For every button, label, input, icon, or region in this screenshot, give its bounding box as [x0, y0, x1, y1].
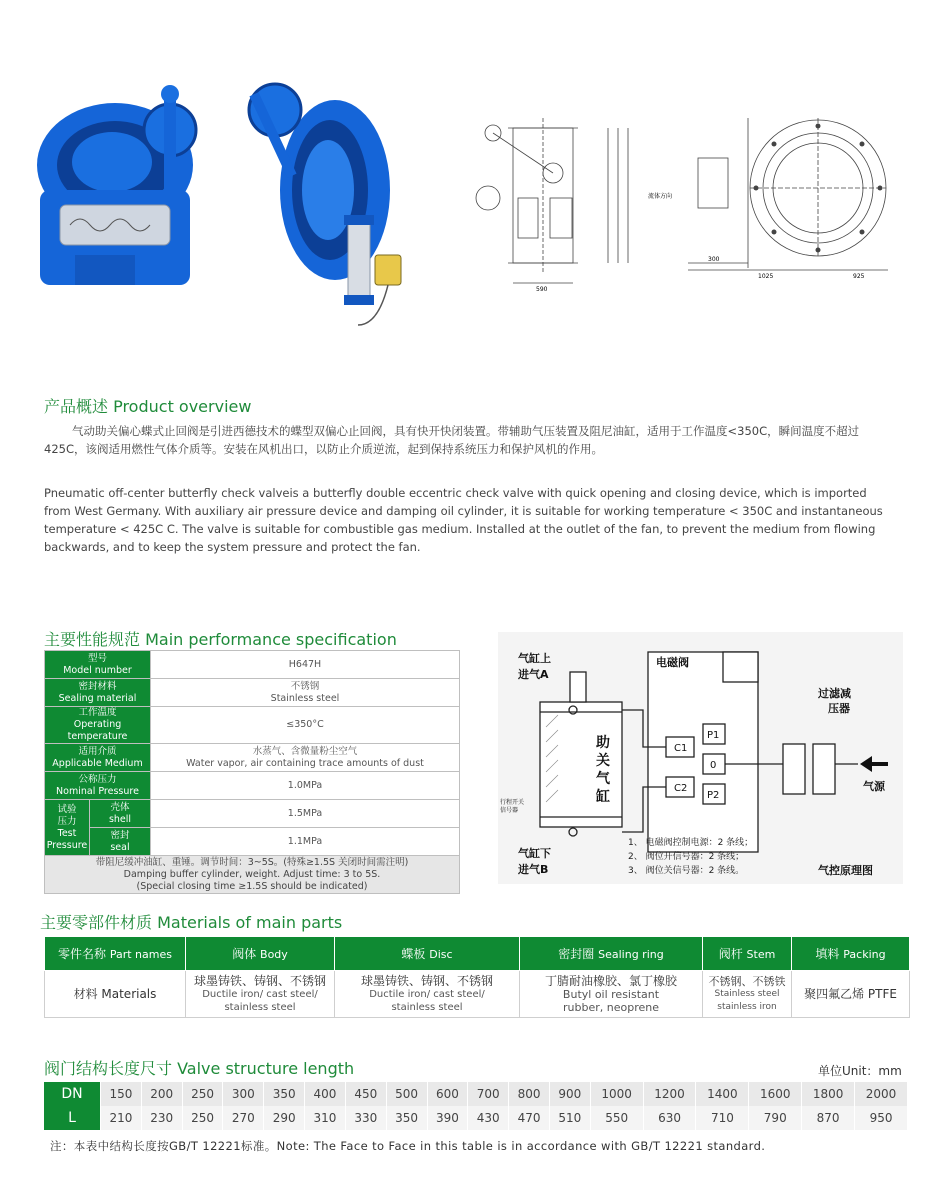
l-value: 230 [141, 1106, 182, 1130]
spec-label-test-pressure: 试验 压力 Test Pressure [45, 800, 90, 856]
dn-row [44, 1082, 908, 1106]
l-value: 350 [386, 1106, 427, 1130]
mat-header-part: 零件名称 Part names [45, 937, 186, 971]
dn-value: 450 [345, 1082, 386, 1106]
signal-label: 信号器 [500, 807, 519, 814]
overview-en-text: Pneumatic off-center butterfly check valveis a butterfly double eccentric check valve with quick opening and closing device, which is imported from West Germany. With auxiliary air pressure device and damping oil cylinder, it is suitable for working temperature < 350C and instantaneous temperature < 425C C. The valve is suitable for combustible gas medium. Installed at the outlet of the fan, to prevent the medium from flowing backwards, and to keep the system pressure and protect the fan. [44, 486, 883, 554]
spec-row [45, 828, 460, 856]
spec-row [45, 800, 460, 828]
spec-value-sealing: 不锈钢 Stainless steel [151, 679, 460, 707]
dn-value: 500 [386, 1082, 427, 1106]
spec-row [45, 651, 460, 679]
materials-header-row [45, 937, 910, 971]
dn-value: 350 [264, 1082, 305, 1106]
spec-row [45, 707, 460, 744]
svg-text:关: 关 [596, 753, 610, 769]
mat-header-packing: 填料 Packing [792, 937, 910, 971]
dn-value: 1000 [590, 1082, 643, 1106]
spec-note: 带阻尼缓冲油缸、重锤。调节时间：3~5S。(特殊≥1.5S 关闭时间需注明) Damping buffer cylinder, weight. Adjust time: 3 to 5S. (Special closing time ≥1.5S should be indicated) [45, 856, 460, 894]
port-zero: 0 [710, 760, 717, 771]
schematic-caption: 气控原理图 [818, 864, 873, 877]
length-note: 注：本表中结构长度按GB/T 12221标准。Note: The Face to Face in this table is in accordance with GB/T 12221 standard. [50, 1139, 766, 1153]
spec-label-medium: 适用介质 Applicable Medium [45, 744, 151, 772]
dn-value: 800 [509, 1082, 550, 1106]
spec-label-sealing: 密封材料 Sealing material [45, 679, 151, 707]
mat-header-stem: 阀杆 Stem [703, 937, 792, 971]
spec-label-temperature: 工作温度 Operating temperature [45, 707, 151, 744]
spec-value-model: H647H [151, 651, 460, 679]
svg-text:缸: 缸 [596, 789, 610, 805]
dn-value: 2000 [855, 1082, 908, 1106]
solenoid-valve-label: 电磁阀 [656, 656, 689, 669]
l-value: 630 [643, 1106, 696, 1130]
spec-note-row [45, 856, 460, 894]
l-value: 390 [427, 1106, 468, 1130]
dn-label: DN [44, 1082, 101, 1106]
spec-table [44, 650, 460, 894]
length-unit: 单位Unit：mm [818, 1064, 902, 1078]
spec-label-seal: 密封 seal [90, 828, 151, 856]
l-value: 710 [696, 1106, 749, 1130]
schematic-note-1: 1、 电磁阀控制电源：2 条线； [628, 838, 754, 848]
spec-value-medium: 水蒸气、含微量粉尘空气 Water vapor, air containing trace amounts of dust [151, 744, 460, 772]
mat-header-body: 阀体 Body [186, 937, 335, 971]
spec-label-model: 型号 Model number [45, 651, 151, 679]
l-value: 270 [223, 1106, 264, 1130]
l-value: 310 [305, 1106, 346, 1130]
dn-value: 250 [182, 1082, 223, 1106]
l-value: 870 [802, 1106, 855, 1130]
overview-title: 产品概述 Product overview [44, 397, 252, 416]
filter-regulator-label: 过滤减 [818, 687, 851, 700]
limit-switch-label: 行程开关 [500, 799, 525, 806]
l-value: 790 [749, 1106, 802, 1130]
l-label: L [44, 1106, 101, 1130]
engineering-drawing [458, 98, 898, 298]
cyl-lower-label: 气缸下 [518, 847, 551, 860]
dn-value: 700 [468, 1082, 509, 1106]
dim-925: 925 [853, 273, 865, 280]
svg-text:气: 气 [596, 771, 610, 787]
dim-1025: 1025 [758, 273, 774, 280]
materials-row [45, 971, 910, 1018]
port-c1: C1 [674, 743, 688, 754]
l-value: 550 [590, 1106, 643, 1130]
spec-value-pressure: 1.0MPa [151, 772, 460, 800]
dn-value: 1600 [749, 1082, 802, 1106]
dn-value: 900 [549, 1082, 590, 1106]
l-value: 210 [101, 1106, 142, 1130]
length-title: 阀门结构长度尺寸 Valve structure length [44, 1059, 355, 1078]
spec-row [45, 744, 460, 772]
mat-header-sealing: 密封圈 Sealing ring [520, 937, 703, 971]
mat-cell-disc: 球墨铸铁、铸钢、不锈钢 Ductile iron/ cast steel/ stainless steel [335, 971, 520, 1018]
dim-300: 300 [708, 256, 720, 263]
spec-value-seal: 1.1MPa [151, 828, 460, 856]
dn-value: 400 [305, 1082, 346, 1106]
spec-value-shell: 1.5MPa [151, 800, 460, 828]
schematic-note-2: 2、 阀位开信号器：2 条线； [628, 852, 745, 862]
spec-label-shell: 壳体 shell [90, 800, 151, 828]
pneumatic-control-schematic [498, 632, 903, 884]
valve-photo-right [249, 84, 401, 325]
dn-value: 1400 [696, 1082, 749, 1106]
l-value: 510 [549, 1106, 590, 1130]
l-value: 330 [345, 1106, 386, 1130]
materials-title: 主要零部件材质 Materials of main parts [40, 913, 343, 932]
cyl-upper-label: 气缸上 [518, 652, 551, 665]
mat-header-disc: 蝶板 Disc [335, 937, 520, 971]
valve-photo-left [37, 85, 196, 285]
flow-direction-label: 流体方向 [648, 193, 673, 200]
cyl-upper-inlet: 进气A [518, 668, 549, 681]
mat-cell-sealing: 丁腈耐油橡胶、氯丁橡胶 Butyl oil resistant rubber, neoprene [520, 971, 703, 1018]
mat-cell-packing: 聚四氟乙烯 PTFE [792, 971, 910, 1018]
spec-value-temperature: ≤350°C [151, 707, 460, 744]
mat-cell-body: 球墨铸铁、铸钢、不锈钢 Ductile iron/ cast steel/ stainless steel [186, 971, 335, 1018]
dn-value: 200 [141, 1082, 182, 1106]
spec-row [45, 679, 460, 707]
l-value: 950 [855, 1106, 908, 1130]
l-value: 470 [509, 1106, 550, 1130]
air-source-label: 气源 [863, 780, 885, 793]
valve-product-photo [30, 70, 440, 330]
mat-cell-stem: 不锈钢、不锈铁 Stainless steel stainless iron [703, 971, 792, 1018]
filter-regulator-label-2: 压器 [828, 702, 850, 715]
l-value: 290 [264, 1106, 305, 1130]
port-p2: P2 [707, 790, 720, 801]
dn-value: 600 [427, 1082, 468, 1106]
overview-zh-text: 气动助关偏心蝶式止回阀是引进西德技术的蝶型双偏心止回阀，具有快开快闭装置。带辅助气压装置及阻尼油缸，适用于工作温度<350C，瞬间温度不超过 425C，该阀适用燃性气体介质等。安装在风机出口，以防止介质逆流，起到保持系统压力和保护风机的作用。 [44, 424, 860, 456]
dn-value: 1200 [643, 1082, 696, 1106]
spec-label-pressure: 公称压力 Nominal Pressure [45, 772, 151, 800]
dn-value: 1800 [802, 1082, 855, 1106]
mat-cell-label: 材料 Materials [45, 971, 186, 1018]
length-table [44, 1082, 908, 1130]
l-row [44, 1106, 908, 1130]
spec-row [45, 772, 460, 800]
l-value: 250 [182, 1106, 223, 1130]
l-value: 430 [468, 1106, 509, 1130]
spec-title: 主要性能规范 Main performance specification [44, 630, 397, 649]
port-p1: P1 [707, 730, 720, 741]
svg-text:助: 助 [596, 735, 610, 751]
materials-table [44, 936, 910, 1018]
dim-590: 590 [536, 286, 548, 293]
cyl-lower-inlet: 进气B [518, 863, 549, 876]
dn-value: 300 [223, 1082, 264, 1106]
port-c2: C2 [674, 783, 688, 794]
dn-value: 150 [101, 1082, 142, 1106]
schematic-note-3: 3、 阀位关信号器：2 条线。 [628, 866, 745, 876]
